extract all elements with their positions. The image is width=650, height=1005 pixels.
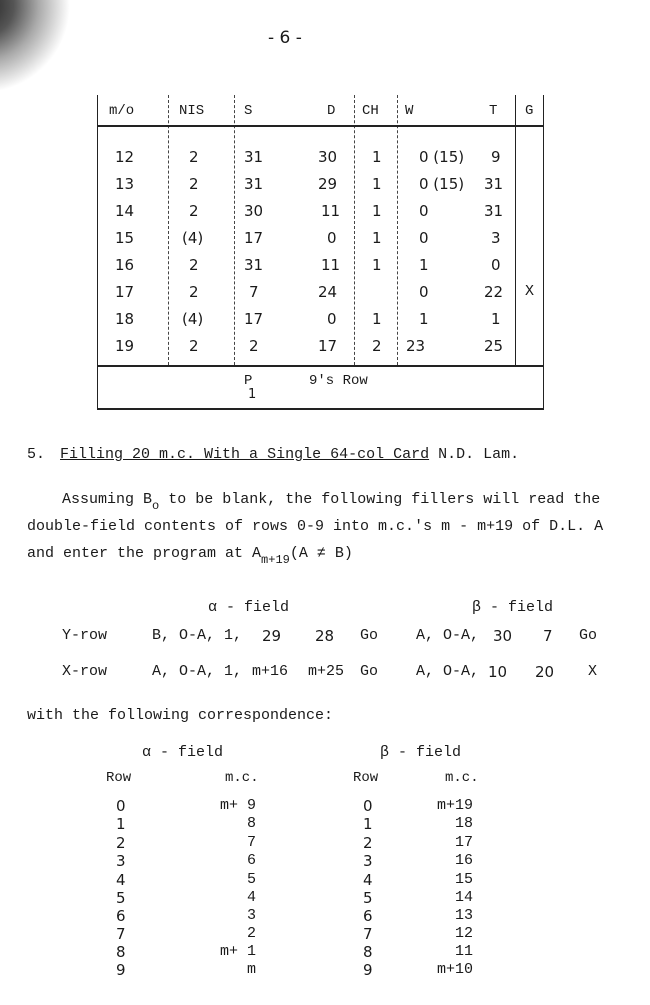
corr-row-number: 9 — [116, 961, 126, 979]
col-divider — [234, 95, 235, 365]
section-number: 5. — [27, 446, 46, 463]
corr-mc-value: 14 — [454, 889, 473, 906]
col-divider — [397, 95, 398, 365]
corr-row-number: 1 — [116, 815, 126, 833]
corr-mc-value: 17 — [454, 834, 473, 851]
fillers-beta-header: β - field — [472, 599, 554, 616]
corr-alpha-mc-header: m.c. — [225, 770, 259, 786]
corr-row-number: 3 — [363, 852, 373, 870]
corr-mc-value: 6 — [246, 852, 256, 869]
corr-alpha-header: α - field — [142, 744, 224, 761]
footer-rule — [97, 365, 544, 367]
corr-beta-row-header: Row — [353, 770, 379, 786]
corr-row-number: 0 — [363, 797, 373, 815]
table-border-bottom — [97, 408, 544, 410]
corr-mc-value: m+19 — [436, 797, 473, 814]
header-ch: CH — [362, 103, 379, 119]
corr-mc-value: 11 — [454, 943, 473, 960]
corr-row-number: 7 — [363, 925, 373, 943]
corr-beta-mc-header: m.c. — [445, 770, 479, 786]
corr-row-number: 2 — [116, 834, 126, 852]
corr-mc-value: 12 — [454, 925, 473, 942]
corr-mc-value: m — [246, 961, 256, 978]
corr-mc-value: m+10 — [436, 961, 473, 978]
header-rule — [97, 125, 544, 127]
paragraph-line-2: double-field contents of rows 0-9 into m.c.'s m - m+19 of D.L. A — [27, 518, 604, 535]
data-table: m/o NIS S D CH W T G 12 2 31 30 1 0 (15) 9 13 2 31 29 1 0 (15) 31 14 2 30 11 1 0 31 15 (4) 17 0 1 0 3 16 2 31 11 1 1 0 17 2 7 24 0 22 X 18 (4) 17 0 1 1 1 19 2 2 17 2 23 25 P 1 9's Row — [97, 95, 544, 410]
corr-mc-value: 16 — [454, 852, 473, 869]
corr-row-number: 0 — [116, 797, 126, 815]
corr-row-number: 6 — [116, 907, 126, 925]
corr-row-number: 5 — [363, 889, 373, 907]
corr-mc-value: 8 — [246, 815, 256, 832]
corr-row-number: 7 — [116, 925, 126, 943]
corr-row-number: 9 — [363, 961, 373, 979]
corr-mc-value: m+ 9 — [219, 797, 256, 814]
corr-mc-value: 2 — [246, 925, 256, 942]
header-t: T — [489, 103, 498, 119]
header-d: D — [327, 103, 336, 119]
corr-mc-value: 15 — [454, 871, 473, 888]
section-title: Filling 20 m.c. With a Single 64-col Card — [60, 446, 430, 463]
page-number: - 6 - — [268, 28, 302, 48]
corr-mc-value: 18 — [454, 815, 473, 832]
table-border-left — [97, 95, 98, 410]
corr-row-number: 8 — [116, 943, 126, 961]
header-nis: NIS — [179, 103, 205, 119]
correspondence-intro: with the following correspondence: — [27, 707, 334, 724]
corr-row-number: 6 — [363, 907, 373, 925]
corr-row-number: 1 — [363, 815, 373, 833]
section-author: N.D. Lam. — [438, 446, 520, 463]
header-s: S — [244, 103, 253, 119]
header-mo: m/o — [109, 103, 135, 119]
corr-beta-header: β - field — [380, 744, 462, 761]
corr-row-number: 2 — [363, 834, 373, 852]
header-g: G — [525, 103, 534, 119]
table-border-right — [543, 95, 544, 410]
col-divider — [354, 95, 355, 365]
col-divider — [515, 95, 516, 365]
paragraph-line-3: and enter the program at $A_{m+19}(A \ne B)$ — [27, 545, 353, 567]
corr-alpha-row-header: Row — [106, 770, 132, 786]
corr-mc-value: m+ 1 — [219, 943, 256, 960]
corr-row-number: 4 — [116, 871, 126, 889]
col-divider — [168, 95, 169, 365]
corr-row-number: 3 — [116, 852, 126, 870]
paragraph-line-1: Assuming $B_o$ to be blank, the following fillers will read the — [62, 491, 601, 513]
corr-row-number: 4 — [363, 871, 373, 889]
header-w: W — [405, 103, 414, 119]
corr-mc-value: 13 — [454, 907, 473, 924]
corr-mc-value: 3 — [246, 907, 256, 924]
corr-row-number: 8 — [363, 943, 373, 961]
corr-mc-value: 4 — [246, 889, 256, 906]
corr-mc-value: 7 — [246, 834, 256, 851]
section-heading — [27, 446, 519, 463]
scan-smudge — [0, 0, 95, 95]
fillers-alpha-header: α - field — [208, 599, 290, 616]
corr-mc-value: 5 — [246, 871, 256, 888]
corr-row-number: 5 — [116, 889, 126, 907]
